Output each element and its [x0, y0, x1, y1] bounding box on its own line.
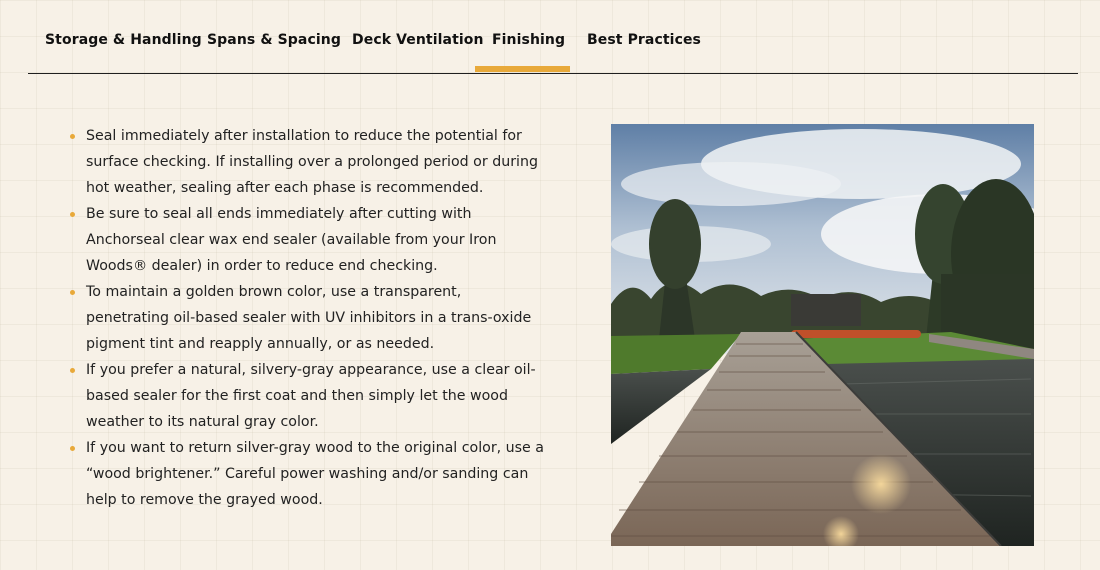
list-item	[68, 123, 548, 201]
tab-storage-handling[interactable]: Storage & Handling	[45, 32, 202, 48]
bullet-dot-icon	[70, 446, 75, 451]
list-item-text: Seal immediately after installation to reduce the potential for surface checking. If installing over a prolonged period or during hot weather, sealing after each phase is recommended.	[86, 128, 538, 196]
bullet-dot-icon	[70, 212, 75, 217]
tab-deck-ventilation[interactable]: Deck Ventilation	[352, 32, 484, 48]
bullet-dot-icon	[70, 134, 75, 139]
active-tab-indicator	[475, 66, 570, 72]
list-item	[68, 279, 548, 357]
list-item-text: To maintain a golden brown color, use a transparent, penetrating oil-based sealer with UV inhibitors in a trans-oxide pigment tint and reapply annually, or as needed.	[86, 284, 532, 352]
tab-bar	[28, 0, 1078, 74]
list-item	[68, 357, 548, 435]
finishing-tips-list	[68, 123, 548, 513]
list-item-text: If you want to return silver-gray wood to the original color, use a “wood brightener.” Careful power washing and/or sanding can help to remove the grayed wood.	[86, 440, 544, 508]
tab-spans-spacing[interactable]: Spans & Spacing	[207, 32, 341, 48]
dock-photo	[611, 124, 1034, 546]
list-item-text: If you prefer a natural, silvery-gray appearance, use a clear oil-based sealer for the first coat and then simply let the wood weather to its natural gray color.	[86, 362, 536, 430]
bullet-dot-icon	[70, 290, 75, 295]
list-item	[68, 435, 548, 513]
list-item-text: Be sure to seal all ends immediately after cutting with Anchorseal clear wax end sealer (available from your Iron Woods® dealer) in order to reduce end checking.	[86, 206, 497, 274]
tab-finishing[interactable]: Finishing	[492, 32, 566, 48]
bullet-dot-icon	[70, 368, 75, 373]
list-item	[68, 201, 548, 279]
tab-best-practices[interactable]: Best Practices	[587, 32, 701, 48]
finishing-content	[68, 123, 548, 513]
